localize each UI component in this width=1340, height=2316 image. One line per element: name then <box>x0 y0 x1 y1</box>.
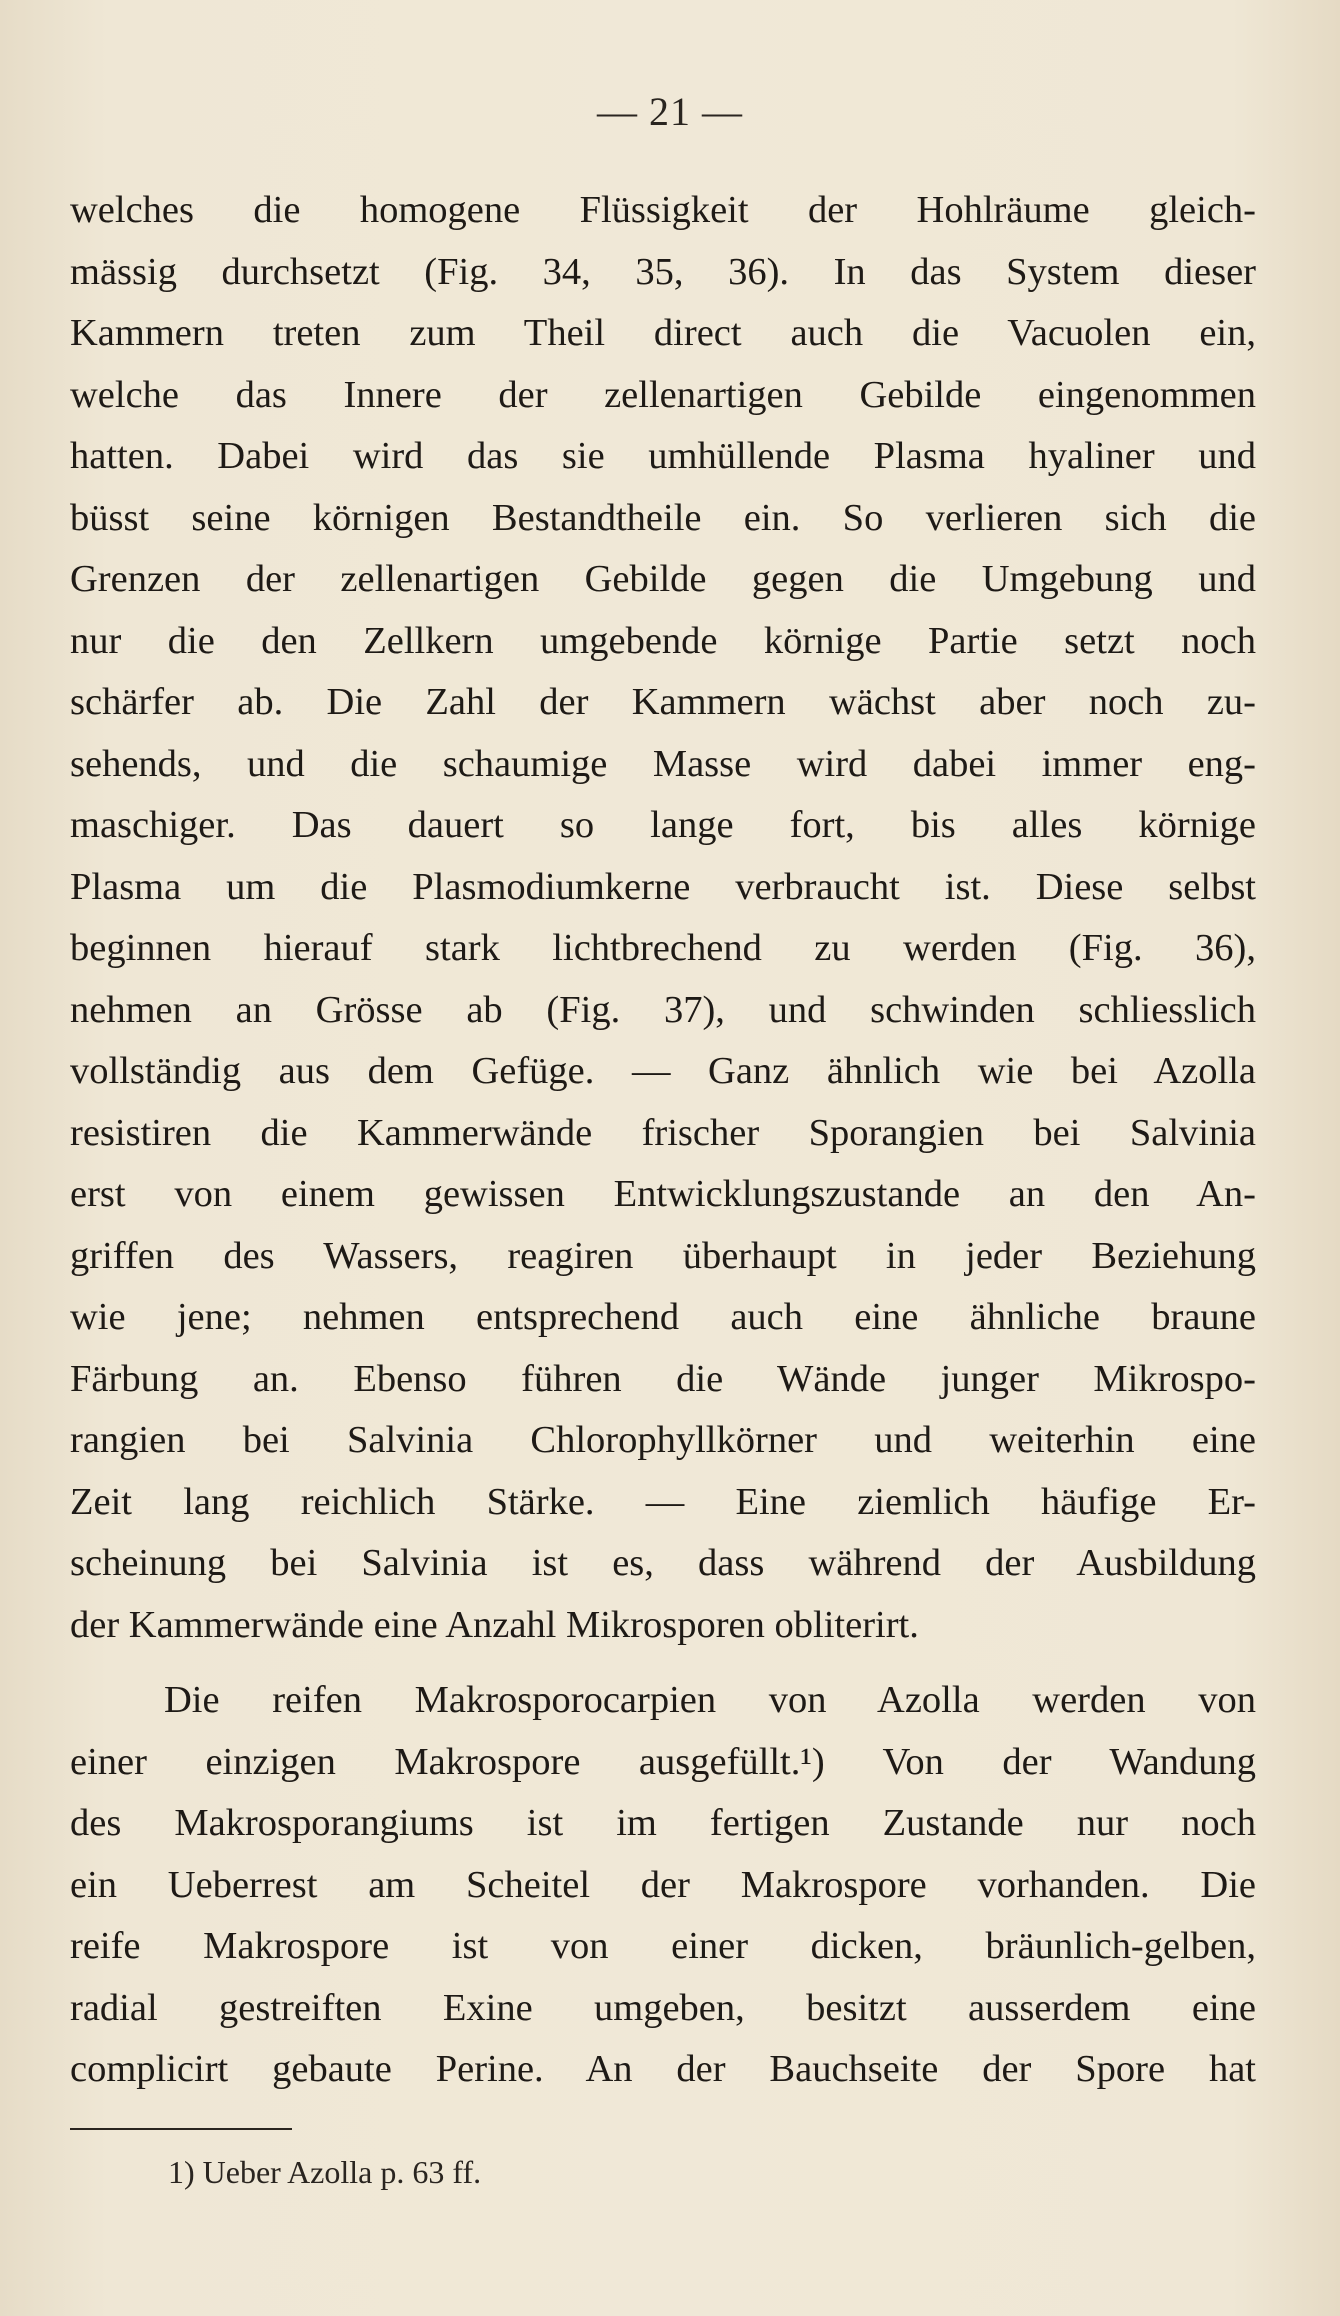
paragraph-2 <box>70 1670 1256 2101</box>
text-line: beginnen hierauf stark lichtbrechend zu werden (Fig. 36), <box>70 927 1256 969</box>
footnote: 1) Ueber Azolla p. 63 ff. <box>168 2154 482 2190</box>
text-line: rangien bei Salvinia Chlorophyllkörner und weiterhin eine <box>70 1419 1256 1461</box>
text-line: nur die den Zellkern umgebende körnige Partie setzt noch <box>70 619 1256 662</box>
text-line: welche das Innere der zellenartigen Gebilde eingenommen <box>70 373 1256 416</box>
page-number: — 21 — <box>597 89 743 134</box>
text-line: mässig durchsetzt (Fig. 34, 35, 36). In das System dieser <box>70 250 1256 293</box>
text-line: sehends, und die schaumige Masse wird dabei immer eng- <box>70 742 1256 785</box>
paragraph-1 <box>70 180 1256 1656</box>
text-line: der Kammerwände eine Anzahl Mikrosporen obliterirt. <box>70 1603 919 1646</box>
text-line: des Makrosporangiums ist im fertigen Zustande nur noch <box>70 1802 1256 1844</box>
footnote-divider <box>70 2128 292 2130</box>
text-line: ein Ueberrest am Scheitel der Makrospore vorhanden. Die <box>70 1863 1256 1906</box>
text-line: vollständig aus dem Gefüge. — Ganz ähnlich wie bei Azolla <box>70 1050 1256 1092</box>
text-line: reife Makrospore ist von einer dicken, bräunlich-gelben, <box>70 1925 1256 1967</box>
text-line: radial gestreiften Exine umgeben, besitzt ausserdem eine <box>70 1986 1256 2029</box>
text-line: Die reifen Makrosporocarpien von Azolla werden von <box>164 1679 1256 1721</box>
text-line: maschiger. Das dauert so lange fort, bis alles körnige <box>70 804 1256 846</box>
text-line: complicirt gebaute Perine. An der Bauchseite der Spore hat <box>70 2048 1256 2090</box>
text-line: wie jene; nehmen entsprechend auch eine ähnliche braune <box>70 1296 1256 1338</box>
text-line: einer einzigen Makrospore ausgefüllt.¹) Von der Wandung <box>70 1740 1256 1783</box>
text-line: schärfer ab. Die Zahl der Kammern wächst aber noch zu- <box>70 681 1256 723</box>
text-line: scheinung bei Salvinia ist es, dass während der Ausbildung <box>70 1542 1256 1584</box>
text-line: hatten. Dabei wird das sie umhüllende Plasma hyaliner und <box>70 435 1256 477</box>
text-line: nehmen an Grösse ab (Fig. 37), und schwinden schliesslich <box>70 988 1256 1031</box>
paragraph-gap <box>70 1656 1256 1670</box>
text-line: Zeit lang reichlich Stärke. — Eine ziemlich häufige Er- <box>70 1480 1256 1523</box>
text-line: Färbung an. Ebenso führen die Wände junger Mikrospo- <box>70 1357 1256 1400</box>
text-line: resistiren die Kammerwände frischer Sporangien bei Salvinia <box>70 1111 1256 1154</box>
text-line: Grenzen der zellenartigen Gebilde gegen die Umgebung und <box>70 558 1256 600</box>
text-line: griffen des Wassers, reagiren überhaupt in jeder Beziehung <box>70 1234 1256 1277</box>
text-line: Kammern treten zum Theil direct auch die Vacuolen ein, <box>70 312 1256 354</box>
text-line: büsst seine körnigen Bestandtheile ein. So verlieren sich die <box>70 496 1256 539</box>
body-text <box>70 180 1256 2101</box>
text-line: welches die homogene Flüssigkeit der Hohlräume gleich- <box>70 189 1256 231</box>
text-line: erst von einem gewissen Entwicklungszustande an den An- <box>70 1173 1256 1215</box>
text-line: Plasma um die Plasmodiumkerne verbraucht ist. Diese selbst <box>70 865 1256 908</box>
